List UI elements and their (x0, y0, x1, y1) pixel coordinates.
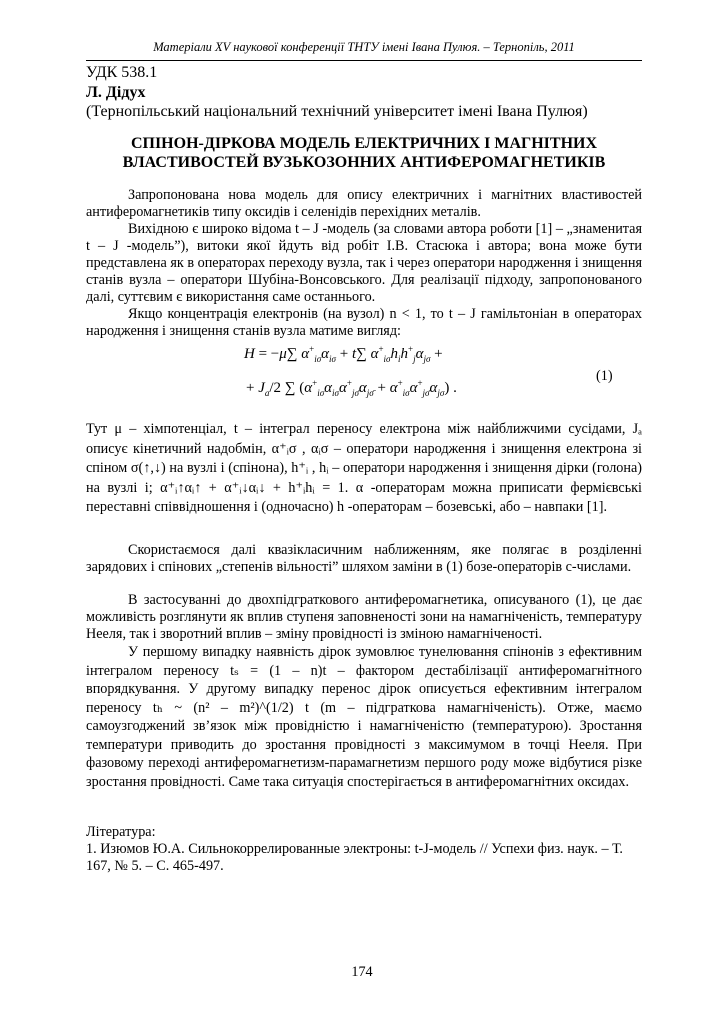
paragraph-5: Скористаємося далі квазікласичним наближенням, яке полягає в розділенні зарядових і спінових „степенів вільності” шляхом заміни в (1) бозе-операторів c-числами. (86, 542, 642, 575)
author-affiliation: (Тернопільський національний технічний університет імені Івана Пулюя) (86, 103, 588, 120)
paper-title (86, 134, 642, 172)
title-line-2: ВЛАСТИВОСТЕЙ ВУЗЬКОЗОННИХ АНТИФЕРОМАГНЕТИКІВ (122, 154, 606, 171)
header-rule (86, 60, 642, 61)
paragraph-3: Якщо концентрація електронів (на вузол) n < 1, то t – J гамільтоніан в операторах народження і знищення станів вузла матиме вигляд: (86, 306, 642, 339)
running-header: Матеріали XV наукової конференції ТНТУ імені Івана Пулюя. – Тернопіль, 2011 (153, 40, 575, 54)
author-name: Л. Дідух (86, 84, 146, 101)
paragraph-1: Запропонована нова модель для опису електричних і магнітних властивостей антиферомагнетиків типу оксидів і селенідів перехідних металів. (86, 187, 642, 220)
paragraph-4: Тут μ – хімпотенціал, t – інтеграл переносу електрона між найближчими сусідами, Jₐ описує кінетичний надобмін, α⁺ᵢσ , αᵢσ – оператори народження і знищення електрона зі спіном σ(↑,↓) на вузлі i (спінона), h⁺ᵢ , hᵢ – оператори народження і знищення дірки (голона) на вузлі i; α⁺ᵢ↑αᵢ↑ + α⁺ᵢ↓αᵢ↓ + h⁺ᵢhᵢ = 1. α -операторам можна приписати фермієвські переставні співвідношення і (одночасно) h -операторам – бозевські, або – навпаки [1]. (86, 421, 642, 515)
paper-page: Матеріали XV наукової конференції ТНТУ імені Івана Пулюя. – Тернопіль, 2011 УДК 538.1 Л. Дідух (Тернопільський національний технічний університет імені Івана Пулюя) СПІНОН-ДІРКОВА МОДЕЛЬ ЕЛЕКТРИЧНИХ І МАГНІТНИХ ВЛАСТИВОСТЕЙ ВУЗЬКОЗОННИХ АНТИФЕРОМАГНЕТИКІВ Запропонована нова модель для опису електричних і магнітних властивостей антиферомагнетиків типу оксидів і селенідів перехідних металів. Вихідною є широко відома t – J -модель (за словами автора роботи [1] – „знаменитая t – J -модель”), витоки якої йдуть від робіт І.В. Стасюка і автора; вона може бути представлена як в операторах переходу вузла, так і через оператори народження і знищення станів вузла – оператори Шубіна-Вонсовського. Для реалізації підходу, запропонованого далі, суттєвим є використання саме останнього. Якщо концентрація електронів (на вузол) n < 1, то t – J гамільтоніан в операторах народження і знищення станів вузла матиме вигляд: H = −μ∑ $\alpha^+_{i\sigma}\alpha_{i\sigma} + t\sum$ $\alpha^+_{i\sigma}h_ih^+_j\alpha_{j\sigma}$ + + $J_a/2$ ∑ $(\alpha^+_{i\sigma}\alpha_{i\sigma}\alpha^+_{j\sigmā}\alpha_{j\sigmā} + \alpha^+_{i\sigma}\alpha^+_{j\sigmā}\alpha_{j\sigma})$ . (1) Тут μ – хімпотенціал, t – інтеграл переносу електрона між найближчими сусідами, Jₐ описує кінетичний надобмін, α⁺ᵢσ , αᵢσ – оператори народження і знищення електрона зі спіном σ(↑,↓) на вузлі i (спінона), h⁺ᵢ , hᵢ – оператори народження і знищення дірки (голона) на вузлі i; α⁺ᵢ↑αᵢ↑ + α⁺ᵢ↓αᵢ↓ + h⁺ᵢhᵢ = 1. α -операторам можна приписати фермієвські переставні співвідношення і (одночасно) h -операторам – бозевські, або – навпаки [1]. Скористаємося далі квазікласичним наближенням, яке полягає в розділенні зарядових і спінових „степенів вільності” шляхом заміни в (1) бозе-операторів c-числами. В застосуванні до двохпідграткового антиферомагнетика, описуваного (1), це дає можливість розглянути як вплив ступеня заповненості зони на намагніченість, температуру Нееля, так і зворотний вплив – зміну провідності із зміною намагніченості. У першому випадку наявність дірок зумовлює тунелювання спінонів з ефективним інтегралом переносу tₛ = (1 – n)t – фактором дестабілізації антиферомагнітного впорядкування. У другому випадку перенос дірок описується ефективним інтегралом переносу tₕ ~ (n² – m²)^(1/2) t (m – підграткова намагніченість). Отже, маємо самоузгоджений зв’язок між провідністю і намагніченістю (температурою). Зростання температури приводить до зростання провідності з максимумом в точці Нееля. При фазовому переході антиферомагнетизм-парамагнетизм першого роду може відбутися різке зростання провідності. Саме така ситуація спостерігається в антиферомагнітних оксидах. Література: 1. Изюмов Ю.А. Сильнокоррелированные электроны: t-J-модель // Успехи физ. наук. – Т. 167, № 5. – С. 465-497. 174 (0, 0, 724, 1024)
page-number: 174 (351, 964, 373, 980)
title-line-1: СПІНОН-ДІРКОВА МОДЕЛЬ ЕЛЕКТРИЧНИХ І МАГНІТНИХ (130, 135, 598, 152)
paragraph-6: В застосуванні до двохпідграткового антиферомагнетика, описуваного (1), це дає можливість розглянути як вплив ступеня заповненості зони на намагніченість, температуру Нееля, так і зворотний вплив – зміну провідності із зміною намагніченості. (86, 592, 642, 642)
equation-number: (1) (596, 368, 613, 384)
references-heading: Література: (86, 824, 156, 840)
paragraph-2: Вихідною є широко відома t – J -модель (за словами автора роботи [1] – „знаменитая t – J -модель”), витоки якої йдуть від робіт І.В. Стасюка і автора; вона може бути представлена як в операторах переходу вузла, так і через оператори народження і знищення станів вузла – оператори Шубіна-Вонсовського. Для реалізації підходу, запропонованого далі, суттєвим є використання саме останнього. (86, 221, 642, 305)
udc-code: УДК 538.1 (86, 64, 158, 81)
reference-item-1: 1. Изюмов Ю.А. Сильнокоррелированные электроны: t-J-модель // Успехи физ. наук. – Т. 167, № 5. – С. 465-497. (86, 841, 623, 874)
paragraph-7: У першому випадку наявність дірок зумовлює тунелювання спінонів з ефективним інтегралом переносу tₛ = (1 – n)t – фактором дестабілізації антиферомагнітного впорядкування. У другому випадку перенос дірок описується ефективним інтегралом переносу tₕ ~ (n² – m²)^(1/2) t (m – підграткова намагніченість). Отже, маємо самоузгоджений зв’язок між провідністю і намагніченістю (температурою). Зростання температури приводить до зростання провідності з максимумом в точці Нееля. При фазовому переході антиферомагнетизм-парамагнетизм першого роду може відбутися різке зростання провідності. Саме така ситуація спостерігається в антиферомагнітних оксидах. (86, 644, 642, 790)
